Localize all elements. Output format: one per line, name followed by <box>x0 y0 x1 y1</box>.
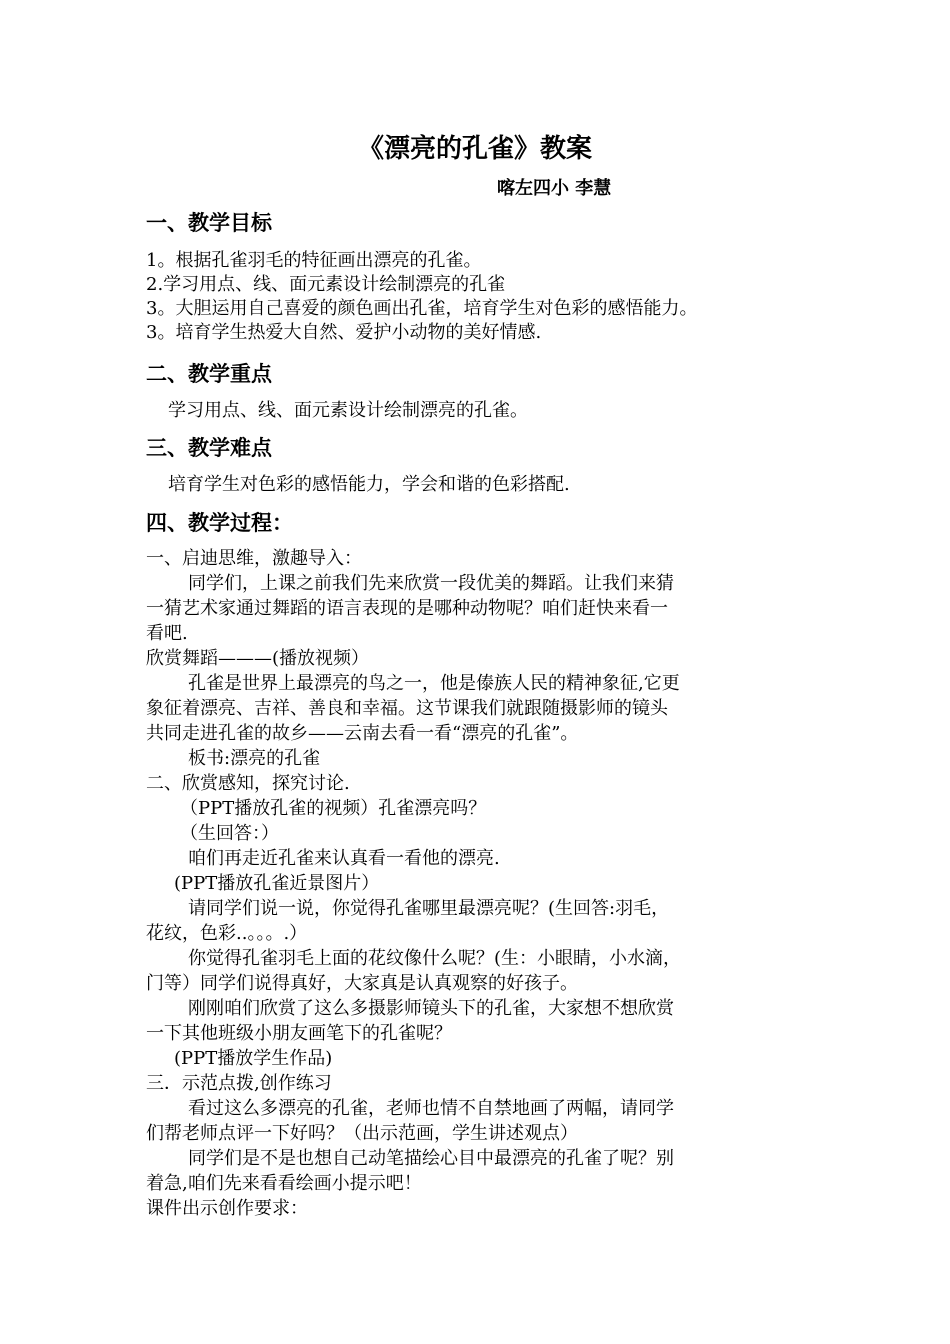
process-line: 一猜艺术家通过舞蹈的语言表现的是哪种动物呢？咱们赶快来看一 <box>146 598 668 619</box>
process-line: 看过这么多漂亮的孔雀，老师也情不自禁地画了两幅，请同学 <box>188 1098 674 1119</box>
process-line: 看吧. <box>146 623 188 644</box>
goal-line: 1。根据孔雀羽毛的特征画出漂亮的孔雀。 <box>146 250 482 271</box>
process-line: 三．示范点拨,创作练习 <box>146 1073 332 1094</box>
process-line: 同学们是不是也想自己动笔描绘心目中最漂亮的孔雀了呢？别 <box>188 1148 674 1169</box>
process-line: 同学们，上课之前我们先来欣赏一段优美的舞蹈。让我们来猜 <box>188 573 674 594</box>
process-line: （PPT播放孔雀的视频）孔雀漂亮吗？ <box>180 798 487 819</box>
process-line: 板书:漂亮的孔雀 <box>188 748 321 769</box>
process-line: （生回答：） <box>180 823 279 844</box>
process-line: 象征着漂亮、吉祥、善良和幸福。这节课我们就跟随摄影师的镜头 <box>146 698 668 719</box>
process-line: 花纹，色彩..。。。.） <box>146 923 308 944</box>
goal-line: 2.学习用点、线、面元素设计绘制漂亮的孔雀 <box>146 274 506 295</box>
process-line: 欣赏舞蹈———(播放视频） <box>146 648 370 669</box>
process-line: 着急,咱们先来看看绘画小提示吧！ <box>146 1173 422 1194</box>
process-line: (PPT播放学生作品) <box>174 1048 333 1069</box>
section-heading-process: 四、教学过程： <box>146 510 293 535</box>
section-heading-difficulties: 三、教学难点 <box>146 435 272 460</box>
process-line: 刚刚咱们欣赏了这么多摄影师镜头下的孔雀，大家想不想欣赏 <box>188 998 674 1019</box>
document-title: 《漂亮的孔雀》教案 <box>357 134 592 164</box>
process-line: 二、欣赏感知，探究讨论. <box>146 773 350 794</box>
goal-line: 3。大胆运用自己喜爱的颜色画出孔雀，培育学生对色彩的感悟能力。 <box>146 298 698 319</box>
process-line: 共同走进孔雀的故乡——云南去看一看“漂亮的孔雀”。 <box>146 723 579 744</box>
process-line: 请同学们说一说，你觉得孔雀哪里最漂亮呢？(生回答:羽毛， <box>188 898 670 919</box>
difficulties-text: 培育学生对色彩的感悟能力，学会和谐的色彩搭配. <box>168 474 570 495</box>
process-line: 你觉得孔雀羽毛上面的花纹像什么呢？(生：小眼睛，小水滴， <box>188 948 682 969</box>
author-line: 喀左四小 李慧 <box>497 178 612 199</box>
process-line: 咱们再走近孔雀来认真看一看他的漂亮. <box>188 848 500 869</box>
process-line: 课件出示创作要求： <box>146 1198 308 1219</box>
section-heading-goals: 一、教学目标 <box>146 210 272 235</box>
goal-line: 3。培育学生热爱大自然、爱护小动物的美好情感. <box>146 322 542 343</box>
section-heading-key-points: 二、教学重点 <box>146 361 272 386</box>
process-line: (PPT播放孔雀近景图片） <box>174 873 380 894</box>
key-points-text: 学习用点、线、面元素设计绘制漂亮的孔雀。 <box>168 400 528 421</box>
process-line: 一、启迪思维，激趣导入： <box>146 548 362 569</box>
process-line: 门等）同学们说得真好，大家真是认真观察的好孩子。 <box>146 973 578 994</box>
process-line: 一下其他班级小朋友画笔下的孔雀呢？ <box>146 1023 452 1044</box>
process-line: 们帮老师点评一下好吗？（出示范画，学生讲述观点） <box>146 1123 578 1144</box>
process-line: 孔雀是世界上最漂亮的鸟之一，他是傣族人民的精神象征,它更 <box>188 673 680 694</box>
